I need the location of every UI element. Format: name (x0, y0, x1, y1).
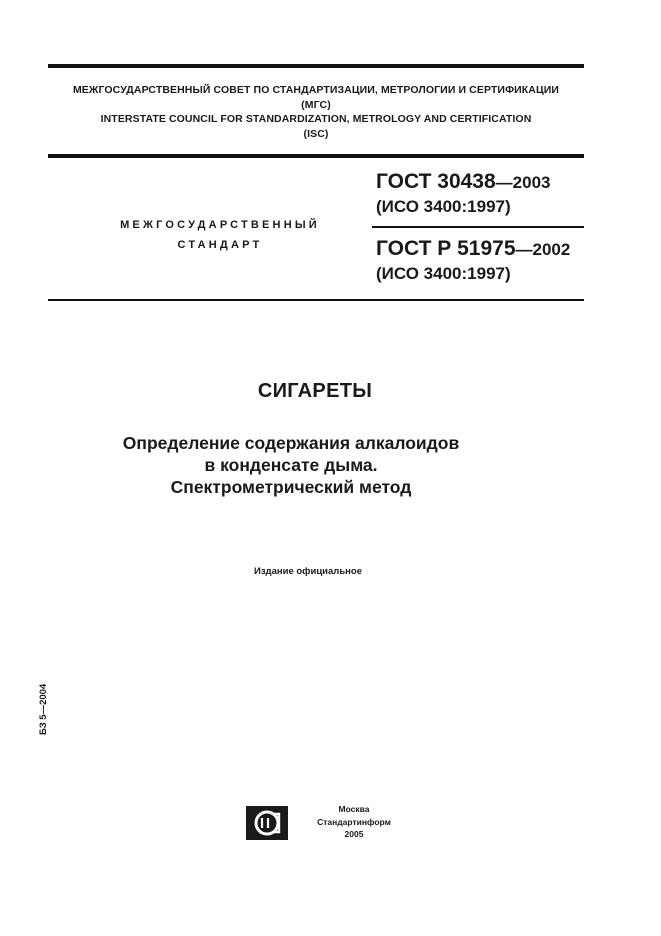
gost-designation-2 (376, 237, 570, 285)
document-title: СИГАРЕТЫ (257, 380, 373, 402)
gost-dash: — (495, 173, 513, 192)
subtitle-line3: Спектрометрический метод (170, 477, 412, 497)
gost-logo-icon (246, 806, 288, 840)
bottom-rule (48, 299, 584, 301)
gost-dash: — (515, 240, 533, 259)
top-rule (48, 64, 584, 68)
gost-year: 2002 (532, 240, 571, 259)
publisher-name: Стандартинформ (317, 816, 391, 827)
publisher-year: 2005 (344, 829, 364, 839)
gost-iso-ref: (ИСО 3400:1997) (376, 264, 511, 283)
edition-note: Издание официальное (254, 566, 362, 577)
council-en-abbr: (ISC) (303, 127, 329, 140)
council-en-line: INTERSTATE COUNCIL FOR STANDARDIZATION, METROLOGY AND CERTIFICATION (100, 113, 532, 125)
designation-divider (372, 226, 584, 228)
publisher-block (300, 803, 408, 841)
gost-designation-1 (376, 170, 551, 218)
standard-label-line2: СТАНДАРТ (177, 239, 263, 251)
gost-year: 2003 (512, 173, 551, 192)
council-header (48, 83, 584, 141)
subtitle-line2: в конденсате дыма. (204, 455, 378, 475)
publisher-city: Москва (338, 804, 370, 814)
gost-code: ГОСТ Р 51975 (376, 237, 516, 260)
council-ru-abbr: (МГС) (301, 98, 331, 111)
gost-iso-ref: (ИСО 3400:1997) (376, 197, 511, 216)
gost-code: ГОСТ 30438 (376, 170, 496, 193)
standard-label-line1: МЕЖГОСУДАРСТВЕННЫЙ (120, 219, 320, 231)
standard-label (100, 215, 340, 255)
subtitle-line1: Определение содержания алкалоидов (122, 433, 460, 453)
council-ru-line: МЕЖГОСУДАРСТВЕННЫЙ СОВЕТ ПО СТАНДАРТИЗАЦИИ, МЕТРОЛОГИИ И СЕРТИФИКАЦИИ (72, 84, 560, 96)
side-code: БЗ 5—2004 (38, 683, 49, 735)
middle-rule (48, 154, 584, 158)
document-subtitle (0, 432, 582, 498)
